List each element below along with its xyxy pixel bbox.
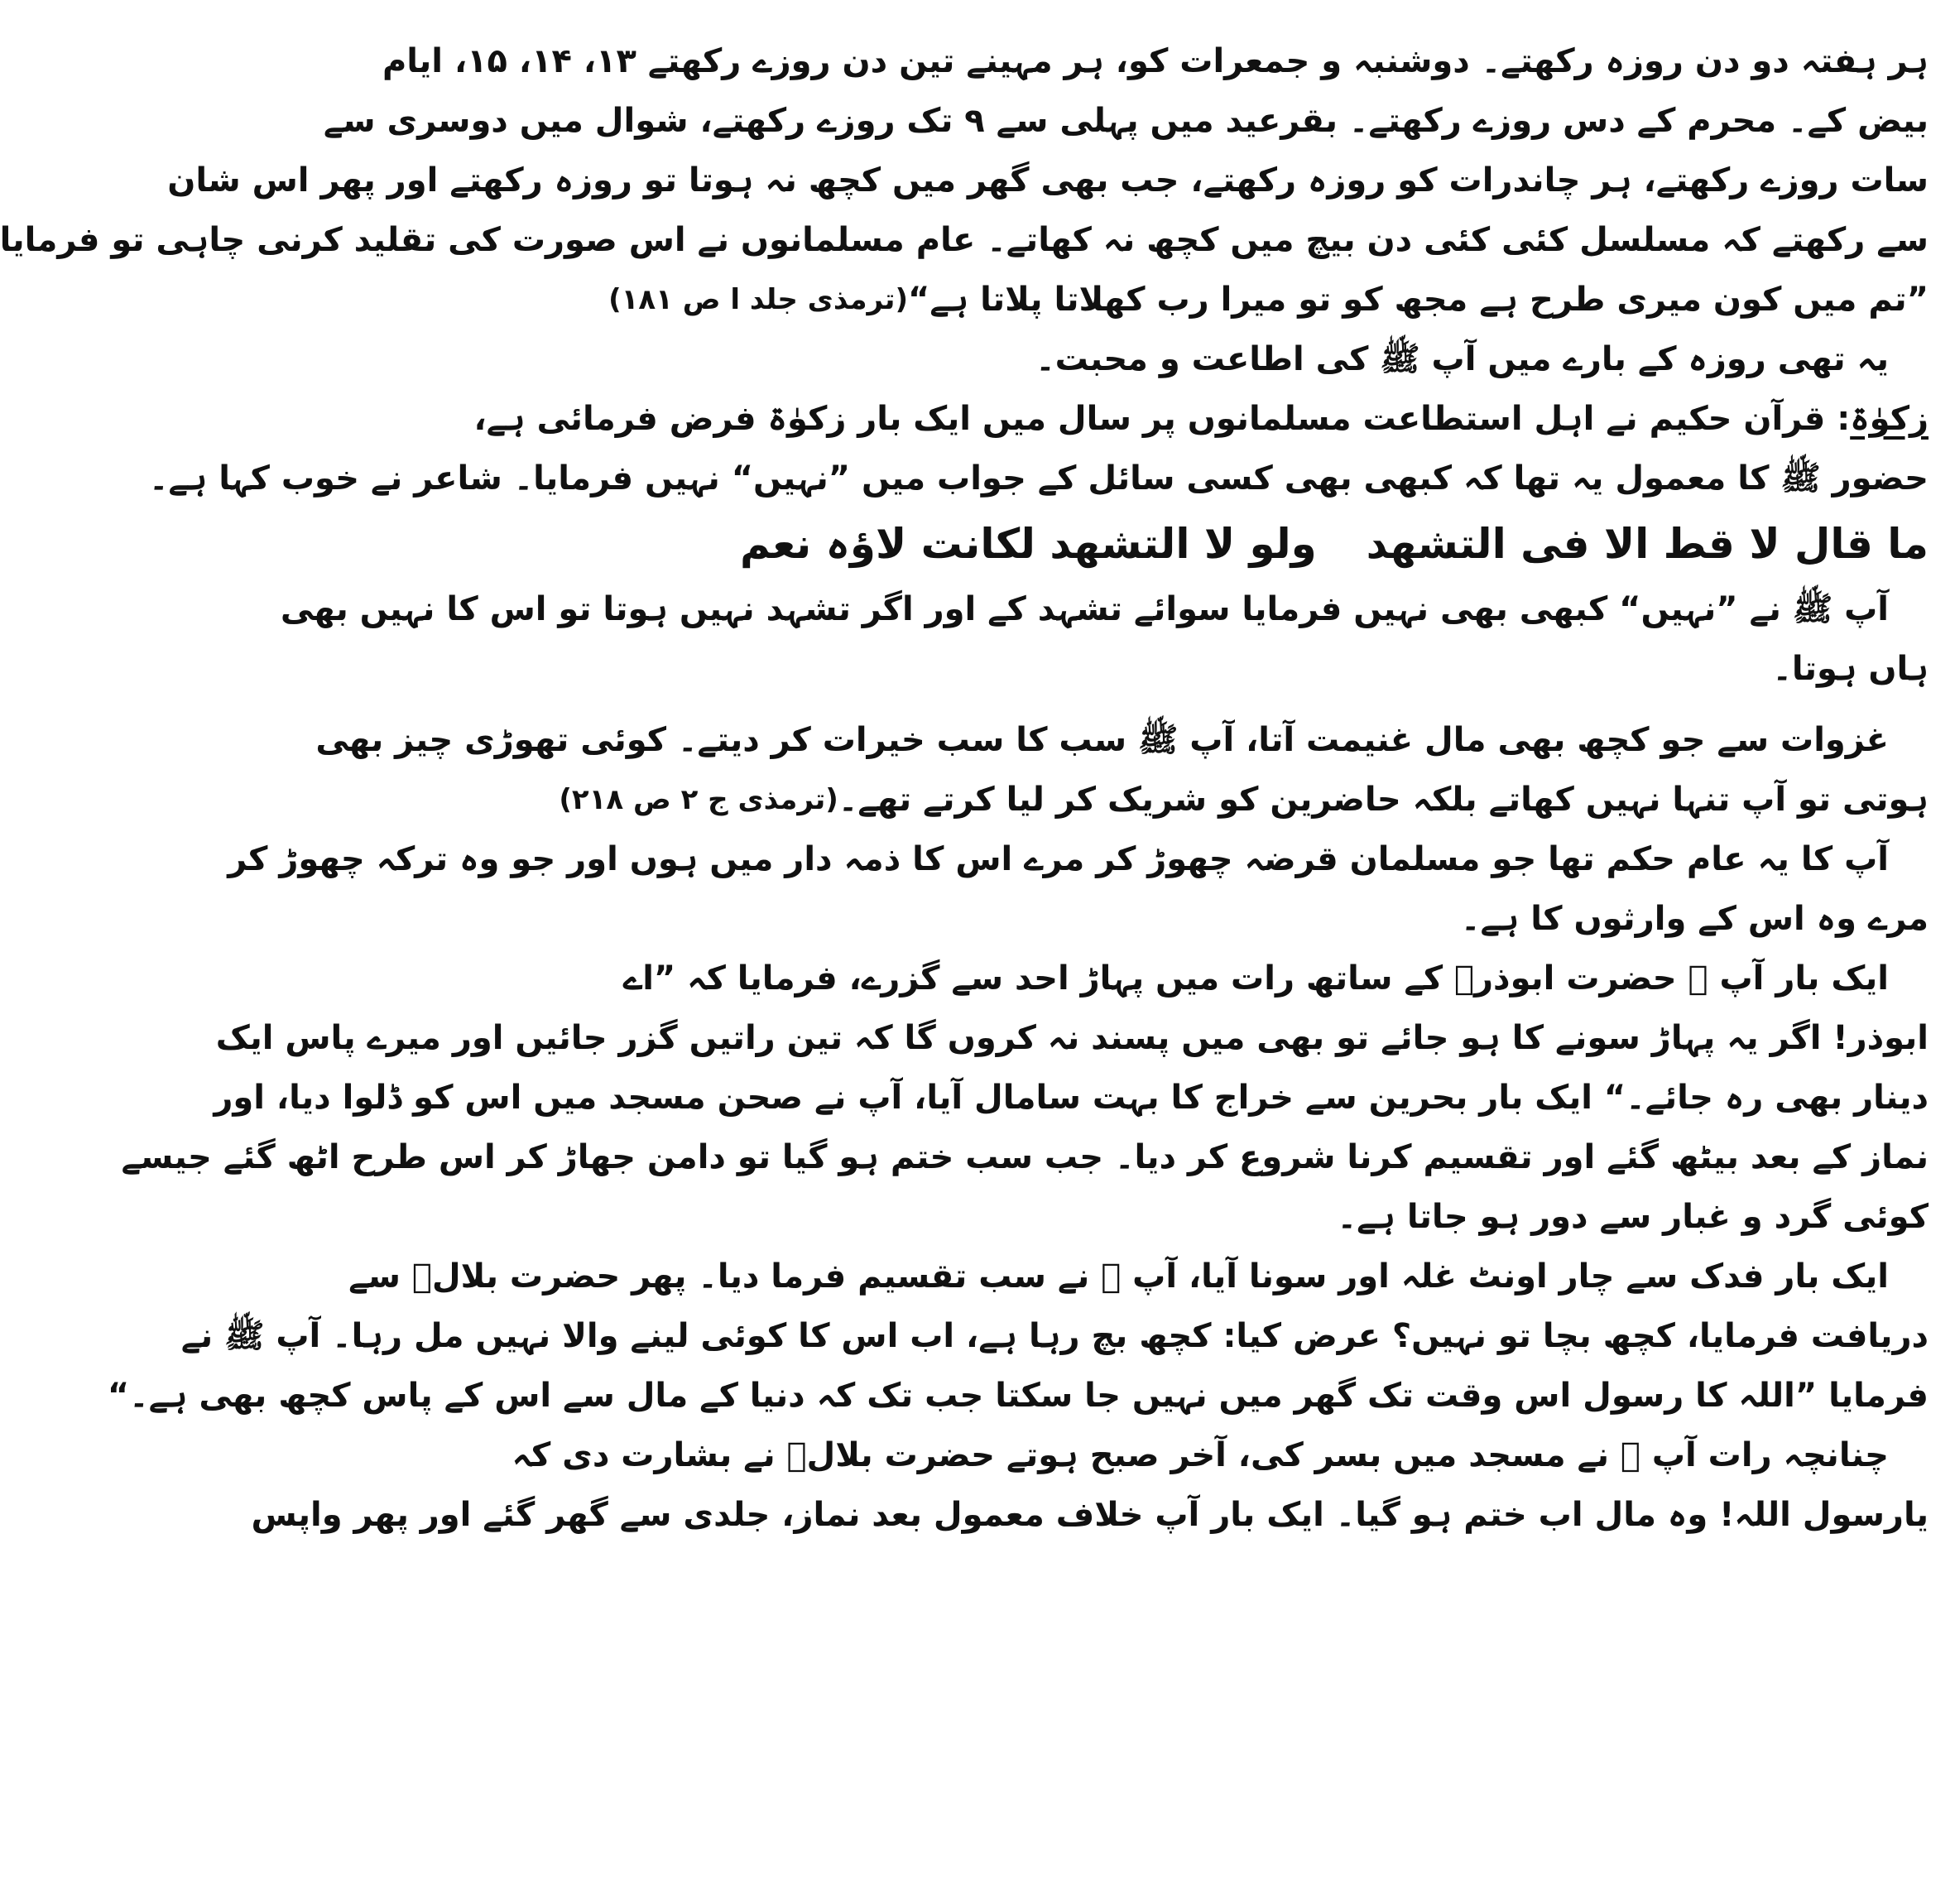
text-line: ابوذر! اگر یہ پہاڑ سونے کا ہو جائے تو بھی میں پسند نہ کروں گا کہ تین راتیں گزر جائیں اور میرے پاس ایک [215,1019,1929,1057]
text-line: ہر ہفتہ دو دن روزہ رکھتے۔ دوشنبہ و جمعرات کو، ہر مہینے تین دن روزے رکھتے ۱۳، ۱۴، ۱۵، ایام [382,42,1929,80]
text-line: مرے وہ اس کے وارثوں کا ہے۔ [1461,900,1929,938]
citation-reference: (ترمذی جلد ا ص ۱۸۱) [608,283,908,316]
text-line: سے رکھتے کہ مسلسل کئی کئی دن بیچ میں کچھ نہ کھاتے۔ عام مسلمانوں نے اس صورت کی تقلید کرنی چاہی تو فرمایا [0,221,1929,259]
section-heading-zakat: زکوٰۃ [1850,400,1929,438]
text-segment: : قرآن حکیم نے اہل استطاعت مسلمانوں پر سال میں ایک بار زکوٰۃ فرض فرمائی ہے، [473,400,1851,438]
verse-hemistich-first: ما قال لا قط الا فی التشھد [1366,520,1929,568]
text-segment: ہوتی تو آپ تنہا نہیں کھاتے بلکہ حاضرین کو شریک کر لیا کرتے تھے۔ [838,781,1929,819]
text-line: فرمایا ”اللہ کا رسول اس وقت تک گھر میں نہیں جا سکتا جب تک کہ دنیا کے مال سے اس کے پاس کچھ بھی ہے۔“ [107,1377,1929,1415]
text-line: حضور ﷺ کا معمول یہ تھا کہ کبھی بھی کسی سائل کے جواب میں ”نہیں“ نہیں فرمایا۔ شاعر نے خوب کہا ہے۔ [148,459,1929,498]
text-line: دریافت فرمایا، کچھ بچا تو نہیں؟ عرض کیا: کچھ بچ رہا ہے، اب اس کا کوئی لینے والا نہیں مل رہا۔ آپ ﷺ نے [180,1317,1929,1355]
text-line: ایک بار فدک سے چار اونٹ غلہ اور سونا آیا، آپ ﷺ نے سب تقسیم فرما دیا۔ پھر حضرت بلالؓ سے [348,1257,1889,1296]
text-line: غزوات سے جو کچھ بھی مال غنیمت آتا، آپ ﷺ سب کا سب خیرات کر دیتے۔ کوئی تھوڑی چیز بھی [315,721,1889,759]
text-line: ہاں ہوتا۔ [1772,650,1929,688]
text-line: بیض کے۔ محرم کے دس روزے رکھتے۔ بقرعید میں پہلی سے ۹ تک روزے رکھتے، شوال میں دوسری سے [323,102,1929,140]
citation-reference: (ترمذی ج ۲ ص ۲۱۸) [559,783,838,816]
text-line: آپ ﷺ نے ”نہیں“ کبھی بھی نہیں فرمایا سوائے تشہد کے اور اگر تشہد نہیں ہوتا تو اس کا نہیں بھی [280,590,1889,628]
verse-hemistich-second: ولو لا التشھد لکانت لاؤہ نعم [740,520,1317,568]
text-line: آپ کا یہ عام حکم تھا جو مسلمان قرضہ چھوڑ کر مرے اس کا ذمہ دار میں ہوں اور جو وہ ترکہ چھوڑ کر [228,840,1889,878]
text-line: چنانچہ رات آپ ﷺ نے مسجد میں بسر کی، آخر صبح ہوتے حضرت بلالؓ نے بشارت دی کہ [512,1436,1889,1474]
document-page [0,31,1929,1878]
text-line: نماز کے بعد بیٹھ گئے اور تقسیم کرنا شروع کر دیا۔ جب سب ختم ہو گیا تو دامن جھاڑ کر اس طرح اٹھ گئے جیسے [121,1138,1929,1176]
quote-line-with-reference [608,270,1929,329]
text-line: یہ تھی روزہ کے بارے میں آپ ﷺ کی اطاعت و محبت۔ [1035,340,1889,378]
text-line: یارسول اللہ! وہ مال اب ختم ہو گیا۔ ایک بار آپ خلاف معمول بعد نماز، جلدی سے گھر گئے اور پھر واپس [251,1496,1929,1534]
quote-text: ”تم میں کون میری طرح ہے مجھ کو تو میرا رب کھلاتا پلاتا ہے“ [908,281,1929,319]
arabic-verse-line [740,508,1929,579]
text-line: ایک بار آپ ﷺ حضرت ابوذرؓ کے ساتھ رات میں پہاڑ احد سے گزرے، فرمایا کہ ”اے [622,959,1889,998]
text-line-with-reference [559,770,1929,829]
zakat-paragraph-start [473,389,1929,449]
text-line: دینار بھی رہ جائے۔“ ایک بار بحرین سے خراج کا بہت سامال آیا، آپ نے صحن مسجد میں اس کو ڈلوا دیا، اور [214,1079,1929,1117]
text-line: کوئی گرد و غبار سے دور ہو جاتا ہے۔ [1337,1198,1929,1236]
text-line: سات روزے رکھتے، ہر چاندرات کو روزہ رکھتے، جب بھی گھر میں کچھ نہ ہوتا تو روزہ رکھتے اور پھر اس شان [167,161,1929,200]
